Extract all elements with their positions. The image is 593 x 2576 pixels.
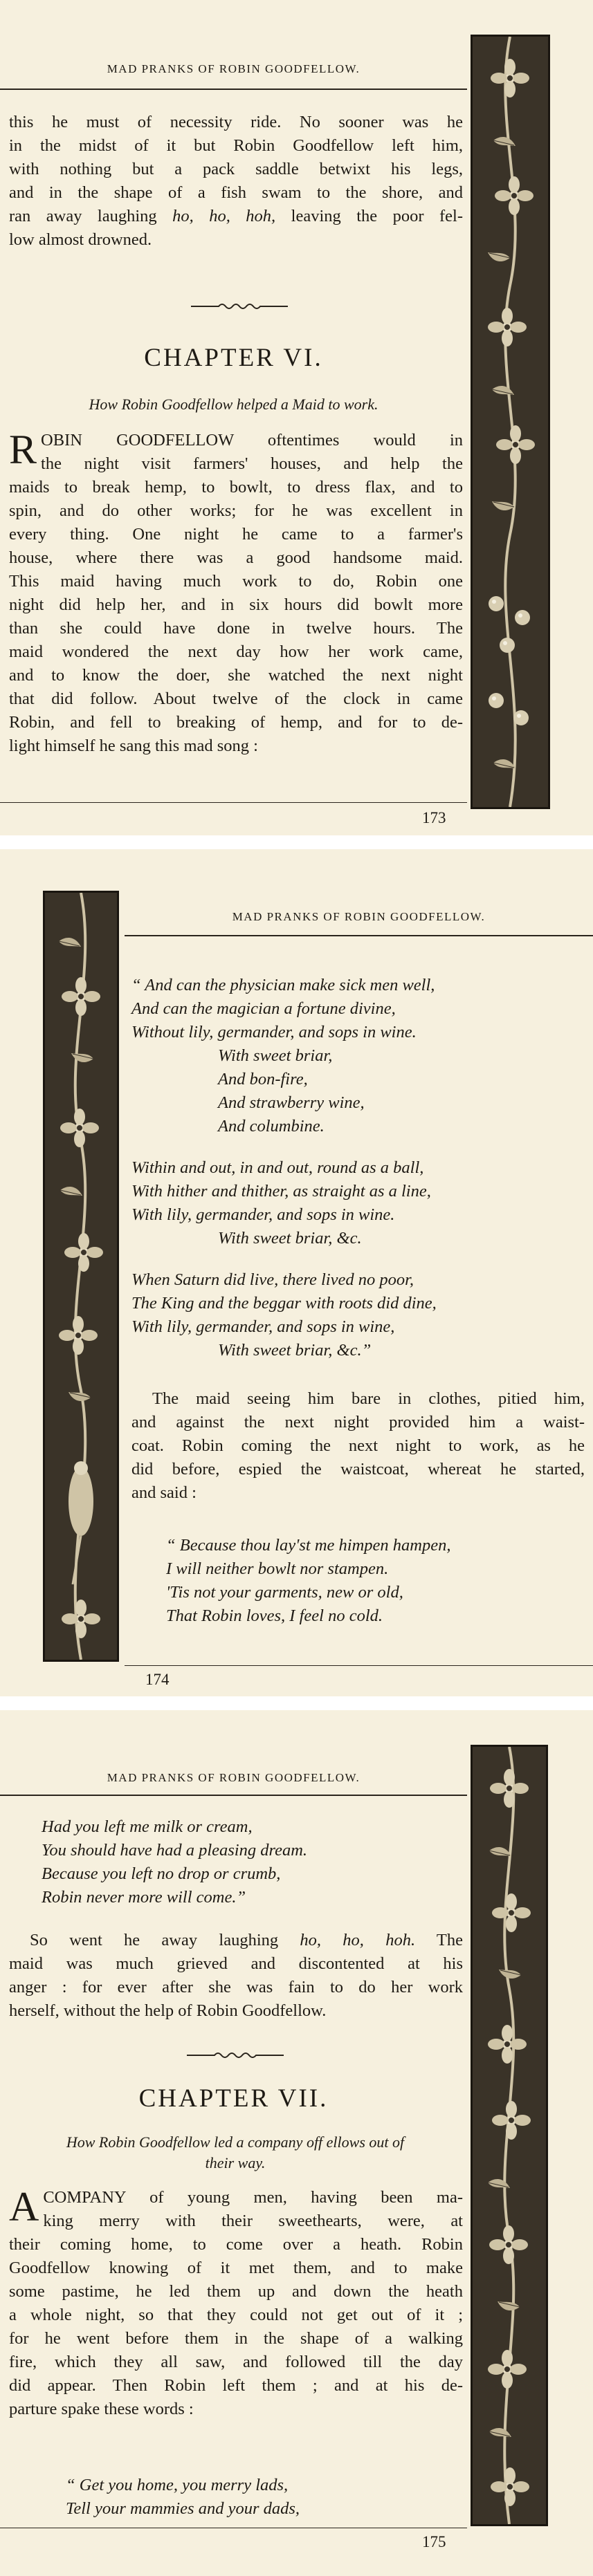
chapter-paragraph: ROBIN GOODFELLOW oftentimes would in the night visit farmers' houses, and help the maids to break hemp, to bowlt, to dress flax, and to spin, and do other works; for he was excellent in every thing. One night he came to a farmer's house, where there was a good handsome maid. This maid having much work to do, Robin one night did help her, and in six hours did bowlt more than she could have done in twelve hours. The maid wondered the next day how her work came, and to know the doer, she watched the next night that did follow. About twelve of the clock in came Robin, and fell to breaking of hemp, and for to de- light himself he sang this mad song : <box>9 427 463 755</box>
drop-cap: R <box>9 427 37 472</box>
page-number: 175 <box>422 2533 446 2550</box>
song-stanza: “ And can the physician make sick men well, And can the magician a fortune divine, Without lily, germander, and sops in wine. With sweet briar, And bon-fire, And strawberry wine, And columbine. <box>131 976 435 1136</box>
song-stanza: When Saturn did live, there lived no poor, The King and the beggar with roots did dine, With lily, germander, and sops in wine, With sweet briar, &c.” <box>131 1270 437 1360</box>
page-number: 174 <box>145 1671 170 1688</box>
floral-border <box>471 1745 548 2526</box>
header-rule <box>0 89 467 90</box>
header-rule <box>125 935 593 936</box>
verse: “ Get you home, you merry lads, Tell your mammies and your dads, <box>66 2476 300 2518</box>
footer-rule <box>0 802 467 803</box>
chapter-title: CHAPTER VII. <box>138 2084 329 2113</box>
page-175 <box>0 1710 593 2576</box>
verse: Had you left me milk or cream, You should have had a pleasing dream. Because you left no drop or crumb, Robin never more will come.” <box>42 1817 308 1907</box>
verse: “ Because thou lay'st me himpen hampen, I will neither bowlt nor stampen. 'Tis not your garments, new or old, That Robin loves, I feel no cold. <box>166 1536 451 1625</box>
chapter-subtitle: How Robin Goodfellow helped a Maid to work. <box>89 396 378 413</box>
running-head: MAD PRANKS OF ROBIN GOODFELLOW. <box>232 910 486 923</box>
chapter-paragraph: ACOMPANY of young men, having been ma- king merry with their sweethearts, were, at their coming home, to come over a heath. Robin Goodfellow knowing of it met them, and to make some pastime, he led them up and down the heath a whole night, so that they could not get out of it ; for he went before them in the shape of a walking fire, which they all saw, and followed till the day did appear. Then Robin left them ; and at his de- parture spake these words : <box>9 2184 463 2418</box>
running-head: MAD PRANKS OF ROBIN GOODFELLOW. <box>107 1771 361 1784</box>
drop-cap: A <box>9 2184 39 2230</box>
paragraph: The maid seeing him bare in clothes, pitied him, and against the next night provided him a waist- coat. Robin coming the next night to work, as he did before, espied the waistcoat, whereat he started, and said : <box>131 1389 585 1502</box>
floral-border <box>43 891 119 1662</box>
page-173 <box>0 0 593 835</box>
page-174 <box>0 849 593 1696</box>
song-stanza: Within and out, in and out, round as a ball, With hither and thither, as straight as a line, With lily, germander, and sops in wine. With sweet briar, &c. <box>131 1158 431 1248</box>
page-number: 173 <box>422 809 446 826</box>
paragraph: So went he away laughing ho, ho, hoh. The maid was much grieved and discontented at his anger : for ever after she was fain to do her work herself, without the help of Robin Goodfellow. <box>9 1931 463 2020</box>
footer-rule <box>125 1665 593 1666</box>
chapter-title: CHAPTER VI. <box>144 344 323 372</box>
chapter-subtitle: How Robin Goodfellow led a company off ellows out of their way. <box>66 2133 405 2171</box>
floral-border <box>471 35 550 809</box>
section-ornament <box>191 302 288 311</box>
running-head: MAD PRANKS OF ROBIN GOODFELLOW. <box>107 62 361 75</box>
paragraph: this he must of necessity ride. No sooner was he in the midst of it but Robin Goodfellow left him, with nothing but a pack saddle betwixt his legs, and in the shape of a fish swam to the shore, and ran away laughing ho, ho, hoh, leaving the poor fel- low almost drowned. <box>9 113 464 249</box>
header-rule <box>0 1795 467 1796</box>
section-ornament <box>187 2050 284 2060</box>
